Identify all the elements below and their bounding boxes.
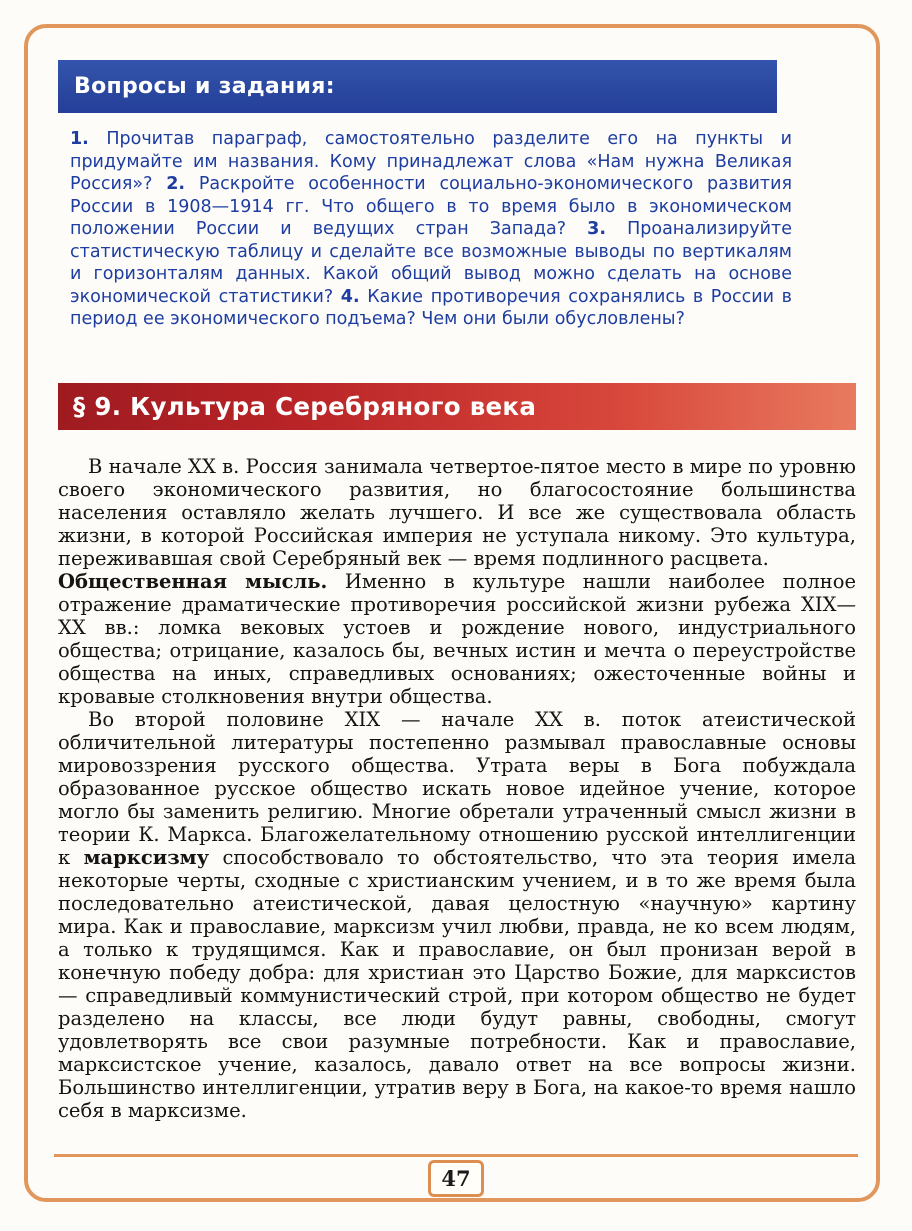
question-number: 4.: [340, 286, 360, 307]
question-text: Прочитав параграф, самостоятельно разделите его на пункты и придумайте им названия. Кому принадлежат слова «Нам нужна Великая Россия»?: [70, 129, 792, 194]
question-number: 1.: [70, 129, 89, 149]
questions-title: Вопросы и задания:: [74, 74, 335, 99]
paragraph-marxism: [58, 708, 856, 1122]
section-heading: § 9. Культура Серебряного века: [73, 391, 537, 421]
question-number: 3.: [587, 219, 606, 239]
paragraph-intro: В начале XX в. Россия занимала четвертое-пятое место в мире по уровню своего экономического развития, но благосостояние большинства населения оставляло желать лучшего. И все же существовала область жизни, в которой Российская империя не уступала никому. Это культура, переживавшая свой Серебряный век — время подлинного расцвета.: [58, 454, 856, 570]
footer-divider: [54, 1154, 858, 1157]
questions-header-bar: [58, 60, 777, 113]
bold-term-marxism: марксизму: [83, 845, 210, 869]
question-text: Какие противоречия сохранялись в России в период ее экономического подъема? Чем они были обусловлены?: [70, 286, 792, 329]
question-text: Раскройте особенности социально-экономического развития России в 1908—1914 гг. Что общего в то время было в экономическом положении России и ведущих стран Запада?: [70, 174, 792, 239]
paragraph-text: Во второй половине XIX — начале XX в. поток атеистической обличительной литературы постепенно размывал православные основы мировоззрения русского общества. Утрата веры в Бога побуждала образованное русское общество искать новое идейное учение, которое могло бы заменить религию. Многие обретали утраченный смысл жизни в теории К. Маркса. Благожелательному отношению русской интеллигенции к: [58, 707, 856, 869]
question-text: Проанализируйте статистическую таблицу и сделайте все возможные выводы по вертикалям и горизонталям данных. Какой общий вывод можно сделать на основе экономической статистики?: [70, 219, 792, 307]
paragraph-social-thought: [58, 570, 856, 708]
body-text: [58, 455, 856, 1122]
questions-text: [70, 128, 792, 331]
page-content: [58, 60, 856, 1122]
page-number: 47: [441, 1166, 471, 1191]
page-number-box: [428, 1160, 484, 1197]
question-number: 2.: [166, 174, 186, 194]
paragraph-lead-term: Общественная мысль.: [58, 569, 328, 593]
paragraph-text: способствовало то обстоятельство, что эта теория имела некоторые черты, сходные с христианским учением, и в то же время была последовательно атеистической, давая целостную «научную» картину мира. Как и православие, марксизм учил любви, правда, не ко всем людям, а только к трудящимся. Как и православие, он был пронизан верой в конечную победу добра: для христиан это Царство Божие, для марксистов — справедливый коммунистический строй, при котором общество не будет разделено на классы, все люди будут равны, свободны, смогут удовлетворять все свои разумные потребности. Как и православие, марксистское учение, казалось, давало ответ на все вопросы жизни. Большинство интеллигенции, утратив веру в Бога, на какое-то время нашло себя в марксизме.: [58, 845, 857, 1122]
section-heading-banner: [58, 383, 856, 430]
paragraph-text: Именно в культуре нашли наиболее полное отражение драматические противоречия российской жизни рубежа XIX—XX вв.: ломка вековых устоев и рождение нового, индустриального общества; отрицание, казалось бы, вечных истин и мечта о переустройстве общества на иных, справедливых основаниях; ожесточенные войны и кровавые столкновения внутри общества.: [58, 569, 856, 708]
questions-section: [58, 60, 856, 331]
